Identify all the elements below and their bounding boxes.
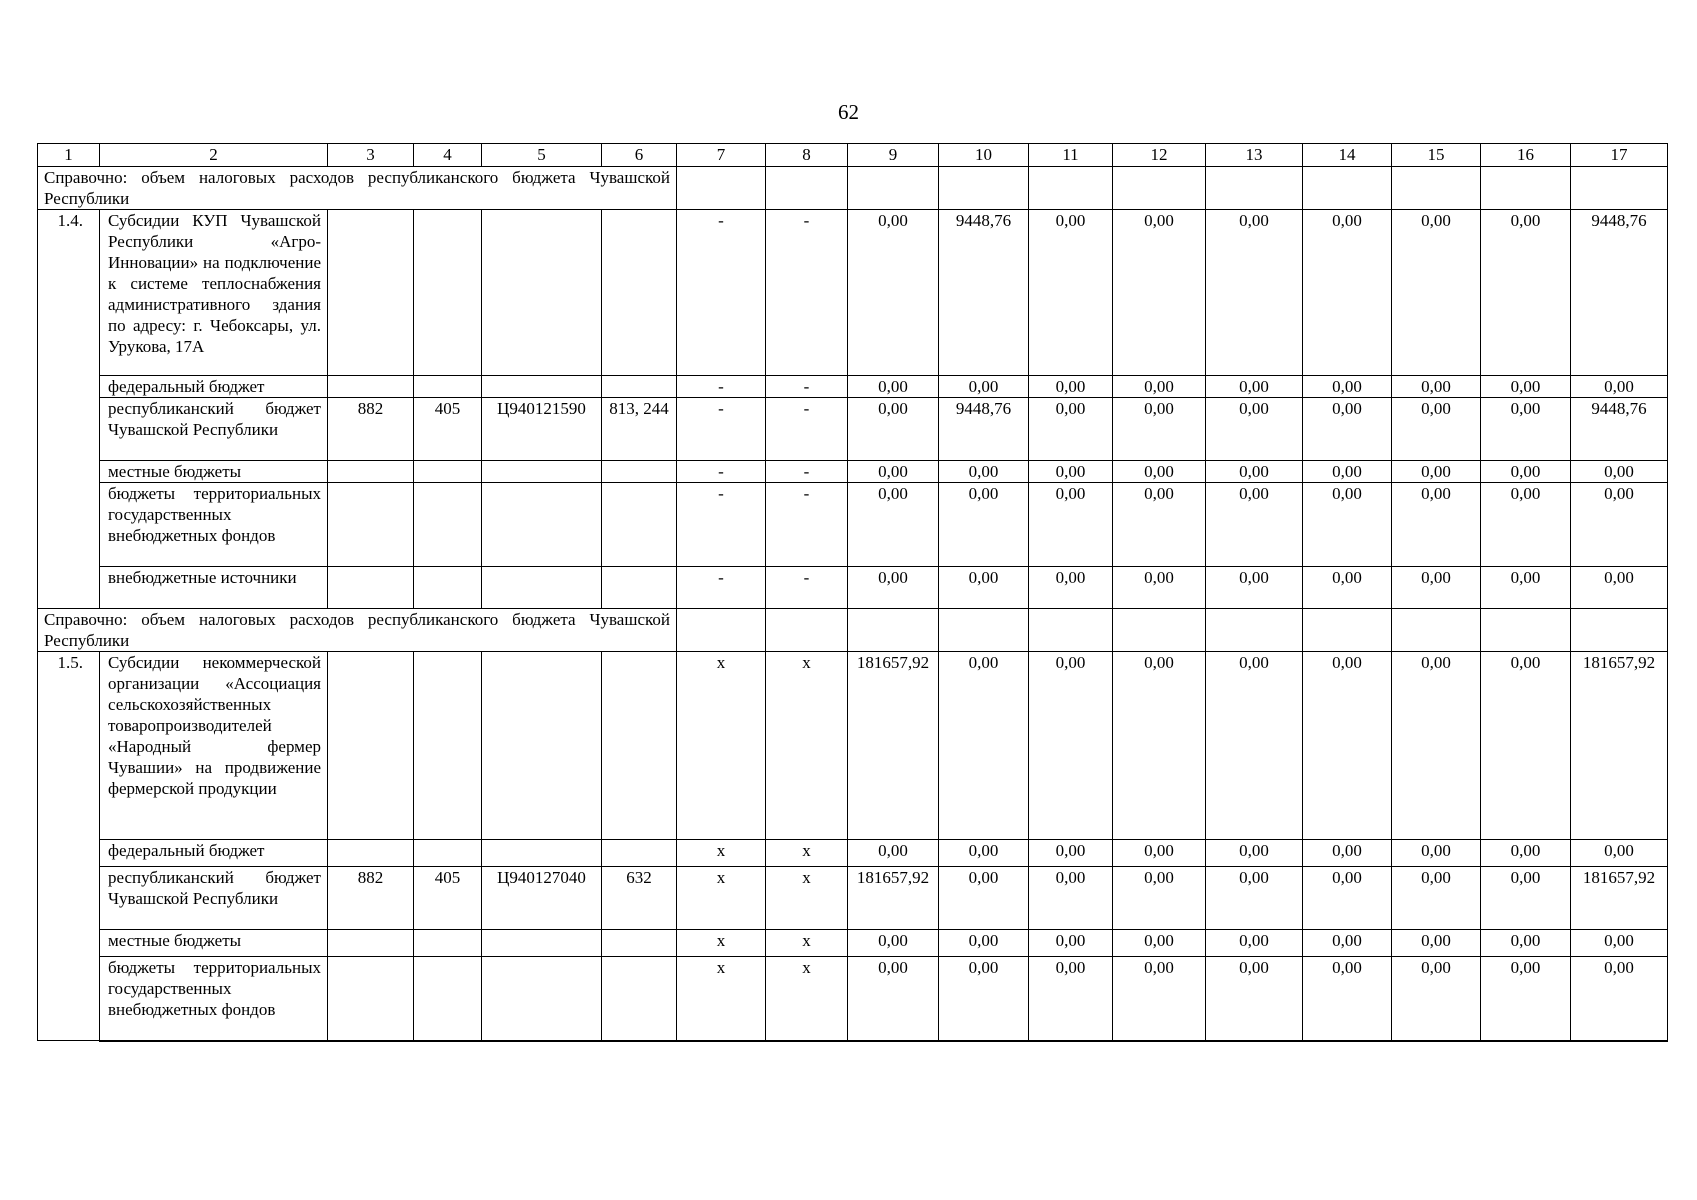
value-cell (328, 957, 414, 1041)
value-cell: 0,00 (848, 483, 939, 567)
column-number: 5 (482, 144, 602, 167)
value-cell (414, 376, 482, 398)
empty-cell (848, 167, 939, 210)
value-cell: Ц940127040 (482, 867, 602, 930)
value-cell: 181657,92 (848, 652, 939, 840)
value-cell: - (677, 398, 766, 461)
value-cell: 0,00 (1029, 398, 1113, 461)
value-cell (482, 567, 602, 609)
value-cell: 0,00 (1392, 567, 1481, 609)
value-cell: - (677, 567, 766, 609)
value-cell: 0,00 (1481, 210, 1571, 376)
value-cell: 181657,92 (1571, 867, 1668, 930)
empty-cell (939, 609, 1029, 652)
budget-source-row (38, 461, 1668, 483)
value-cell: 0,00 (1303, 483, 1392, 567)
value-cell: 0,00 (1392, 376, 1481, 398)
value-cell: 0,00 (939, 652, 1029, 840)
budget-table (37, 143, 1668, 1042)
budget-source-label: бюджеты территориальных государственных внебюджетных фондов (100, 957, 328, 1041)
value-cell: 0,00 (1303, 210, 1392, 376)
column-number: 8 (766, 144, 848, 167)
value-cell: 0,00 (1029, 567, 1113, 609)
value-cell: 9448,76 (1571, 210, 1668, 376)
value-cell: 405 (414, 398, 482, 461)
empty-cell (1571, 609, 1668, 652)
page-number: 62 (838, 100, 859, 124)
value-cell: 0,00 (1113, 567, 1206, 609)
value-cell: 9448,76 (939, 210, 1029, 376)
column-number: 13 (1206, 144, 1303, 167)
value-cell: 0,00 (1481, 398, 1571, 461)
value-cell: 0,00 (1113, 210, 1206, 376)
value-cell: 0,00 (1206, 398, 1303, 461)
empty-cell (1303, 609, 1392, 652)
value-cell: 0,00 (848, 398, 939, 461)
value-cell (602, 376, 677, 398)
reference-note-row (38, 609, 1668, 652)
value-cell: 0,00 (1481, 957, 1571, 1041)
value-cell: х (677, 957, 766, 1041)
empty-cell (1029, 167, 1113, 210)
value-cell: 0,00 (1392, 867, 1481, 930)
value-cell: 0,00 (1206, 957, 1303, 1041)
value-cell: 0,00 (1029, 483, 1113, 567)
reference-note: Справочно: объем налоговых расходов республиканского бюджета Чувашской Республики (38, 167, 677, 210)
budget-source-row (38, 840, 1668, 867)
value-cell: 632 (602, 867, 677, 930)
value-cell: 0,00 (1029, 840, 1113, 867)
value-cell (328, 461, 414, 483)
value-cell: 813, 244 (602, 398, 677, 461)
empty-cell (1571, 167, 1668, 210)
column-number: 1 (38, 144, 100, 167)
empty-cell (1113, 167, 1206, 210)
value-cell (482, 483, 602, 567)
value-cell (602, 930, 677, 957)
value-cell: 0,00 (939, 483, 1029, 567)
value-cell (328, 210, 414, 376)
value-cell: Ц940121590 (482, 398, 602, 461)
value-cell: 0,00 (1571, 567, 1668, 609)
column-number-row (38, 144, 1668, 167)
budget-source-label: республиканский бюджет Чувашской Республики (100, 867, 328, 930)
value-cell (482, 376, 602, 398)
column-number: 9 (848, 144, 939, 167)
empty-cell (1206, 167, 1303, 210)
value-cell: х (677, 840, 766, 867)
budget-source-row (38, 867, 1668, 930)
value-cell: х (766, 840, 848, 867)
value-cell: 0,00 (1206, 461, 1303, 483)
measure-row (38, 652, 1668, 840)
value-cell (602, 957, 677, 1041)
column-number: 2 (100, 144, 328, 167)
value-cell: 0,00 (1029, 376, 1113, 398)
value-cell: - (677, 483, 766, 567)
value-cell: 0,00 (1481, 840, 1571, 867)
column-number: 11 (1029, 144, 1113, 167)
value-cell: 0,00 (848, 210, 939, 376)
value-cell: 0,00 (1029, 930, 1113, 957)
measure-code: 1.4. (38, 210, 100, 609)
value-cell: 0,00 (1303, 567, 1392, 609)
empty-cell (848, 609, 939, 652)
value-cell: 0,00 (848, 567, 939, 609)
budget-source-row (38, 398, 1668, 461)
value-cell: 0,00 (1392, 957, 1481, 1041)
budget-source-row (38, 957, 1668, 1041)
value-cell (414, 652, 482, 840)
value-cell (414, 461, 482, 483)
value-cell (602, 652, 677, 840)
empty-cell (766, 167, 848, 210)
value-cell (414, 957, 482, 1041)
value-cell: 0,00 (1392, 483, 1481, 567)
value-cell: 0,00 (939, 867, 1029, 930)
budget-source-row (38, 376, 1668, 398)
value-cell: 0,00 (1571, 376, 1668, 398)
value-cell (482, 957, 602, 1041)
value-cell: - (766, 210, 848, 376)
value-cell: х (766, 652, 848, 840)
value-cell: 0,00 (1571, 483, 1668, 567)
budget-source-row (38, 930, 1668, 957)
value-cell: 0,00 (1392, 840, 1481, 867)
value-cell: 0,00 (1303, 867, 1392, 930)
value-cell: 0,00 (1571, 461, 1668, 483)
column-number: 3 (328, 144, 414, 167)
value-cell: 0,00 (939, 376, 1029, 398)
value-cell: 9448,76 (939, 398, 1029, 461)
value-cell: 0,00 (1113, 376, 1206, 398)
value-cell: 0,00 (1571, 957, 1668, 1041)
empty-cell (1113, 609, 1206, 652)
budget-source-label: внебюджетные источники (100, 567, 328, 609)
column-number: 6 (602, 144, 677, 167)
value-cell: 0,00 (1206, 840, 1303, 867)
empty-cell (1481, 167, 1571, 210)
value-cell: 0,00 (1303, 840, 1392, 867)
value-cell (482, 840, 602, 867)
empty-cell (939, 167, 1029, 210)
value-cell: 0,00 (1303, 957, 1392, 1041)
value-cell: 9448,76 (1571, 398, 1668, 461)
value-cell (414, 210, 482, 376)
value-cell: 0,00 (939, 840, 1029, 867)
budget-source-label: местные бюджеты (100, 461, 328, 483)
value-cell (328, 483, 414, 567)
value-cell: х (766, 957, 848, 1041)
value-cell (328, 376, 414, 398)
column-number: 16 (1481, 144, 1571, 167)
value-cell: 0,00 (1392, 461, 1481, 483)
value-cell: - (766, 376, 848, 398)
value-cell: х (766, 867, 848, 930)
empty-cell (1481, 609, 1571, 652)
value-cell: 0,00 (1303, 652, 1392, 840)
value-cell: 0,00 (1481, 930, 1571, 957)
empty-cell (1029, 609, 1113, 652)
value-cell: - (677, 461, 766, 483)
empty-cell (1303, 167, 1392, 210)
value-cell (414, 930, 482, 957)
column-number: 7 (677, 144, 766, 167)
value-cell (602, 840, 677, 867)
measure-code: 1.5. (38, 652, 100, 1041)
value-cell: 0,00 (1029, 652, 1113, 840)
value-cell: 0,00 (1113, 840, 1206, 867)
column-number: 12 (1113, 144, 1206, 167)
value-cell: 0,00 (1392, 652, 1481, 840)
value-cell: 0,00 (1029, 210, 1113, 376)
measure-title: Субсидии КУП Чувашской Республики «Агро-Инновации» на подключение к системе теплоснабжения административного здания по адресу: г. Чебоксары, ул. Урукова, 17А (100, 210, 328, 376)
value-cell: - (766, 483, 848, 567)
value-cell: 0,00 (1392, 398, 1481, 461)
value-cell: 0,00 (939, 461, 1029, 483)
value-cell: 0,00 (1206, 376, 1303, 398)
budget-source-label: бюджеты территориальных государственных внебюджетных фондов (100, 483, 328, 567)
value-cell: 0,00 (1113, 483, 1206, 567)
value-cell: 0,00 (1206, 210, 1303, 376)
empty-cell (1392, 167, 1481, 210)
value-cell (414, 483, 482, 567)
value-cell: 0,00 (1113, 957, 1206, 1041)
value-cell (602, 210, 677, 376)
value-cell: 0,00 (1206, 652, 1303, 840)
value-cell: 0,00 (1481, 867, 1571, 930)
budget-source-label: местные бюджеты (100, 930, 328, 957)
value-cell: 405 (414, 867, 482, 930)
value-cell: 0,00 (1029, 461, 1113, 483)
empty-cell (1392, 609, 1481, 652)
column-number: 15 (1392, 144, 1481, 167)
value-cell: 0,00 (1206, 567, 1303, 609)
empty-cell (677, 609, 766, 652)
column-number: 4 (414, 144, 482, 167)
value-cell: - (766, 567, 848, 609)
value-cell: 0,00 (939, 930, 1029, 957)
value-cell: 0,00 (1113, 398, 1206, 461)
column-number: 14 (1303, 144, 1392, 167)
budget-source-label: федеральный бюджет (100, 376, 328, 398)
value-cell (328, 840, 414, 867)
value-cell: 0,00 (1303, 930, 1392, 957)
value-cell: 0,00 (848, 957, 939, 1041)
value-cell: х (766, 930, 848, 957)
value-cell: 0,00 (1481, 652, 1571, 840)
value-cell: - (677, 210, 766, 376)
value-cell (482, 461, 602, 483)
value-cell: - (677, 376, 766, 398)
value-cell: 0,00 (1481, 483, 1571, 567)
value-cell: 0,00 (1392, 930, 1481, 957)
empty-cell (677, 167, 766, 210)
reference-note: Справочно: объем налоговых расходов республиканского бюджета Чувашской Республики (38, 609, 677, 652)
value-cell (482, 210, 602, 376)
value-cell: 0,00 (1113, 461, 1206, 483)
value-cell (328, 567, 414, 609)
value-cell (482, 930, 602, 957)
value-cell: 0,00 (1303, 376, 1392, 398)
value-cell: 0,00 (939, 567, 1029, 609)
value-cell: 0,00 (1206, 930, 1303, 957)
value-cell (602, 483, 677, 567)
value-cell: 181657,92 (1571, 652, 1668, 840)
value-cell: 0,00 (848, 840, 939, 867)
value-cell (328, 652, 414, 840)
value-cell: 0,00 (1206, 867, 1303, 930)
value-cell: 882 (328, 398, 414, 461)
value-cell (602, 567, 677, 609)
value-cell: 0,00 (848, 930, 939, 957)
value-cell: 0,00 (1113, 867, 1206, 930)
value-cell: 0,00 (1029, 957, 1113, 1041)
value-cell: - (766, 398, 848, 461)
value-cell: 0,00 (1481, 376, 1571, 398)
value-cell: 0,00 (1481, 461, 1571, 483)
value-cell: 0,00 (1206, 483, 1303, 567)
value-cell: 0,00 (848, 376, 939, 398)
value-cell: х (677, 930, 766, 957)
column-number: 17 (1571, 144, 1668, 167)
empty-cell (1206, 609, 1303, 652)
value-cell: 0,00 (1029, 867, 1113, 930)
reference-note-row (38, 167, 1668, 210)
budget-source-label: федеральный бюджет (100, 840, 328, 867)
value-cell: х (677, 652, 766, 840)
value-cell: 0,00 (939, 957, 1029, 1041)
value-cell (414, 840, 482, 867)
value-cell: 882 (328, 867, 414, 930)
value-cell: 0,00 (848, 461, 939, 483)
value-cell (414, 567, 482, 609)
measure-title: Субсидии некоммерческой организации «Ассоциация сельскохозяйственных товаропроизводителей «Народный фермер Чувашии» на продвижение фермерской продукции (100, 652, 328, 840)
value-cell: 0,00 (1113, 930, 1206, 957)
value-cell: 0,00 (1571, 840, 1668, 867)
value-cell: х (677, 867, 766, 930)
value-cell: 181657,92 (848, 867, 939, 930)
value-cell: - (766, 461, 848, 483)
budget-source-row (38, 483, 1668, 567)
value-cell: 0,00 (1303, 461, 1392, 483)
value-cell: 0,00 (1392, 210, 1481, 376)
column-number: 10 (939, 144, 1029, 167)
value-cell: 0,00 (1571, 930, 1668, 957)
empty-cell (766, 609, 848, 652)
value-cell (482, 652, 602, 840)
value-cell (602, 461, 677, 483)
budget-source-label: республиканский бюджет Чувашской Республики (100, 398, 328, 461)
measure-row (38, 210, 1668, 376)
value-cell: 0,00 (1481, 567, 1571, 609)
value-cell (328, 930, 414, 957)
value-cell: 0,00 (1303, 398, 1392, 461)
budget-source-row (38, 567, 1668, 609)
value-cell: 0,00 (1113, 652, 1206, 840)
